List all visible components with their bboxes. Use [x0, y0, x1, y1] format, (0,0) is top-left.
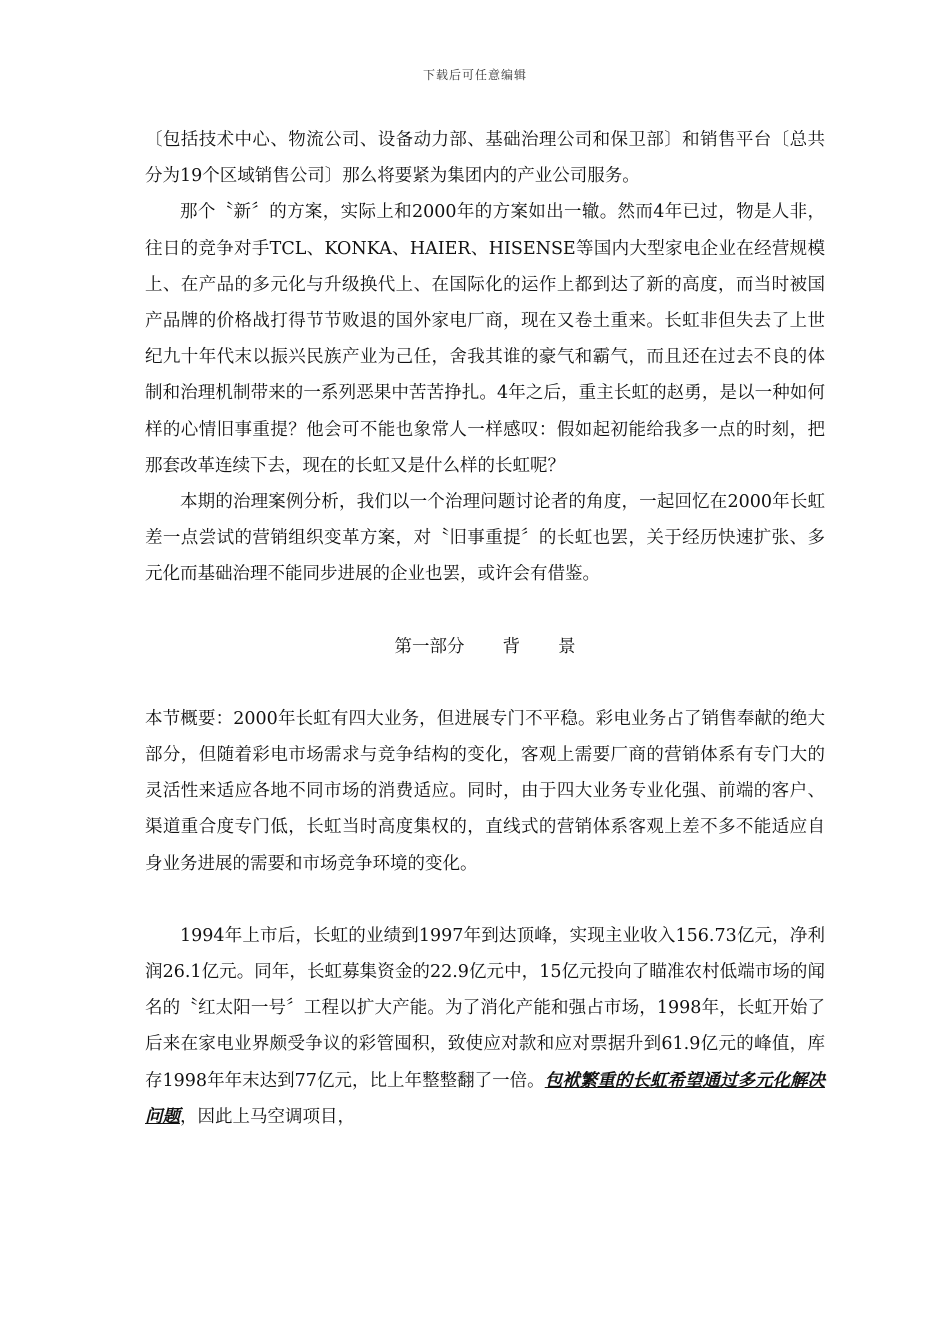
paragraph-new-plan: 那个〝新〞的方案，实际上和2000年的方案如出一辙。然而4年已过，物是人非，往日的竞争对手TCL、KONKA、HAIER、HISENSE等国内大型家电企业在经营规模上、在产品的多元化与升级换代上、在国际化的运作上都到达了新的高度，而当时被国产品牌的价格战打得节节败退的国外家电厂商，现在又卷土重来。长虹非但失去了上世纪九十年代末以振兴民族产业为己任，舍我其谁的豪气和霸气，而且还在过去不良的体制和治理机制带来的一系列恶果中苦苦挣扎。4年之后，重主长虹的赵勇，是以一种如何样的心情旧事重提？他会可不能也象常人一样感叹：假如起初能给我多一点的时刻，把那套改革连续下去，现在的长虹又是什么样的长虹呢？ — [145, 202, 825, 476]
section-summary: 本节概要：2000年长虹有四大业务，但进展专门不平稳。彩电业务占了销售奉献的绝大部分，但随着彩电市场需求与竞争结构的变化，客观上需要厂商的营销体系有专门大的灵活性来适应各地不同市场的消费适应。同时，由于四大业务专业化强、前端的客户、渠道重合度专门低，长虹当时高度集权的，直线式的营销体系客观上差不多不能适应自身业务进展的需要和市场竞争环境的变化。 — [145, 708, 825, 874]
paragraph-case-intro: 本期的治理案例分析，我们以一个治理问题讨论者的角度，一起回忆在2000年长虹差一点尝试的营销组织变革方案，对〝旧事重提〞的长虹也罢，关于经历快速扩张、多元化而基础治理不能同步进展的企业也罢，或许会有借鉴。 — [145, 492, 825, 585]
history-text-tail: ，因此上马空调项目， — [180, 1106, 355, 1127]
page-header: 下载后可任意编辑 — [422, 68, 527, 82]
section-title-word: 景 — [558, 636, 576, 657]
blank-line — [145, 882, 825, 918]
document-body — [145, 122, 825, 1135]
emphasized-text: 包袱繁重的长虹希望通过多元化解决问题 — [145, 1070, 826, 1127]
section-title-word: 背 — [502, 636, 520, 657]
paragraph-history — [145, 918, 825, 1135]
paragraph-continuation: 〔包括技术中心、物流公司、设备动力部、基础治理公司和保卫部〕和销售平台〔总共分为19个区域销售公司〕那么将要紧为集团内的产业公司服务。 — [145, 130, 825, 187]
history-text: 1994年上市后，长虹的业绩到1997年到达顶峰，实现主业收入156.73亿元，净利润26.1亿元。同年，长虹募集资金的22.9亿元中，15亿元投向了瞄准农村低端市场的闻名的〝红太阳一号〞工程以扩大产能。为了消化产能和强占市场，1998年，长虹开始了后来在家电业界颇受争议的彩管囤积，致使应对款和应对票据升到61.9亿元的峰值，库存1998年年末达到77亿元，比上年整整翻了一倍。 — [145, 925, 825, 1091]
section-title — [145, 629, 825, 665]
section-title-part: 第一部分 — [394, 636, 465, 657]
